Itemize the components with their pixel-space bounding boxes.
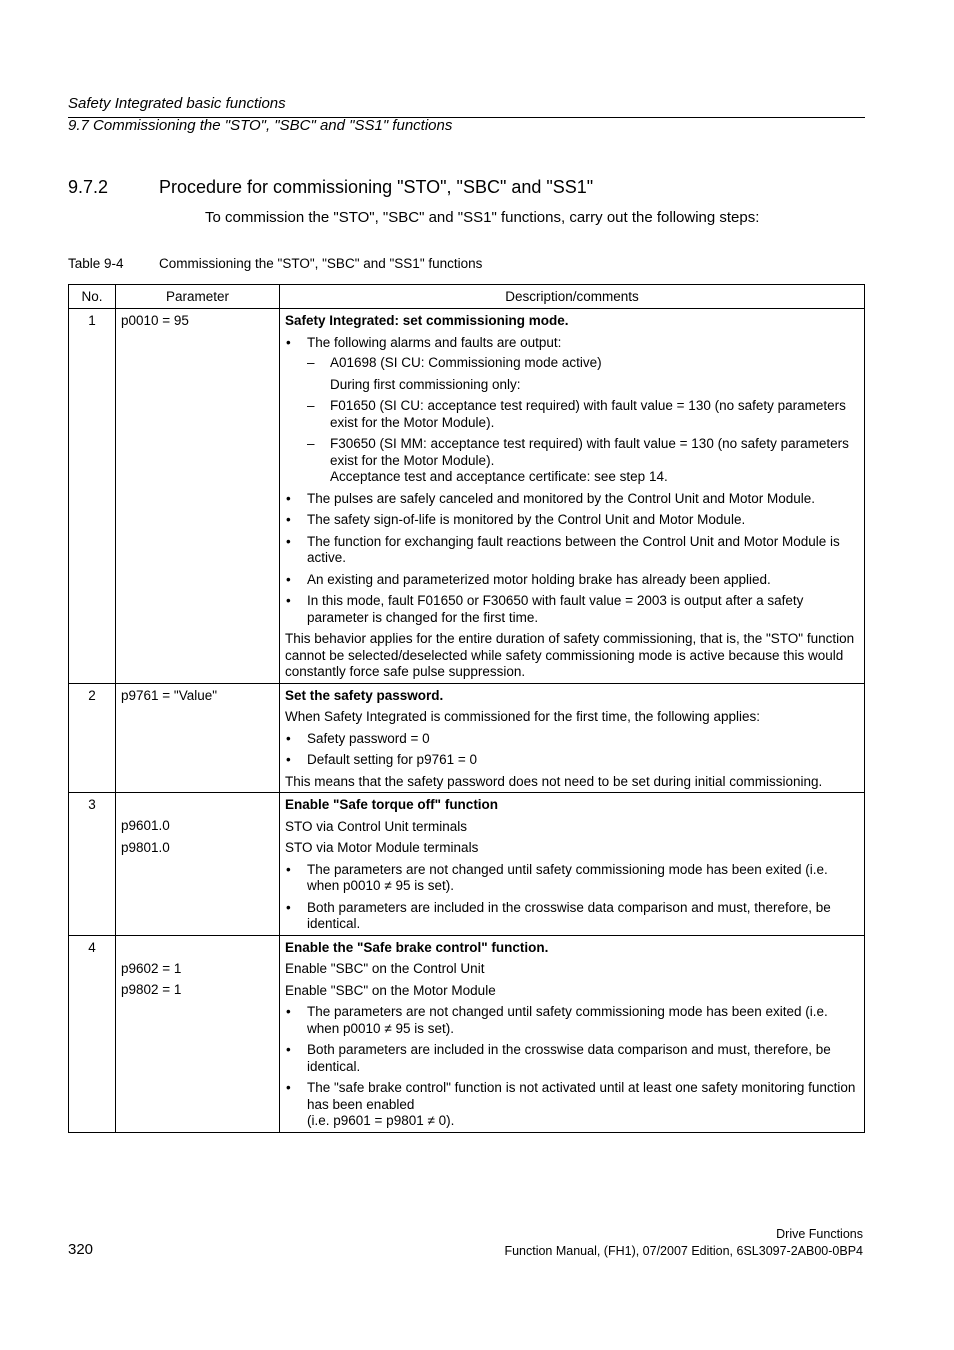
bullet-list xyxy=(285,862,859,933)
section-number: 9.7.2 xyxy=(68,177,109,197)
row-paragraph: STO via Motor Module terminals xyxy=(285,840,479,855)
list-item: • The parameters are not changed until safety commissioning mode has been exited (i.e. when p0010 ≠ 95 is set). xyxy=(285,862,859,895)
parameter-value: p9801.0 xyxy=(121,839,170,855)
section-title: Procedure for commissioning "STO", "SBC" and "SS1" xyxy=(159,177,594,197)
table-caption-title: Commissioning the "STO", "SBC" and "SS1" functions xyxy=(159,256,483,271)
section-intro: To commission the "STO", "SBC" and "SS1" functions, carry out the following steps: xyxy=(205,209,760,226)
row-parameter xyxy=(116,935,280,1132)
row-parameter xyxy=(116,793,280,936)
header-parameter: Parameter xyxy=(116,285,280,309)
row-title: Set the safety password. xyxy=(285,687,444,703)
list-item: • In this mode, fault F01650 or F30650 with fault value = 2003 is output after a safety parameter is changed for the first time. xyxy=(285,593,859,626)
table-row xyxy=(69,793,865,936)
list-item: – F01650 (SI CU: acceptance test required) with fault value = 130 (no safety parameters exist for the Motor Module). xyxy=(307,398,859,431)
list-item: • The function for exchanging fault reactions between the Control Unit and Motor Module is active. xyxy=(285,534,859,567)
header-description: Description/comments xyxy=(280,285,865,309)
row-number: 4 xyxy=(69,935,116,1132)
commissioning-table xyxy=(68,284,865,1133)
row-paragraph: When Safety Integrated is commissioned for the first time, the following applies: xyxy=(285,709,760,724)
header-no: No. xyxy=(69,285,116,309)
table-row xyxy=(69,935,865,1132)
list-note: Acceptance test and acceptance certificate: see step 14. xyxy=(330,469,668,484)
row-title: Enable "Safe torque off" function xyxy=(285,797,499,812)
running-header-chapter: Safety Integrated basic functions xyxy=(68,95,286,112)
table-row xyxy=(69,309,865,684)
dash-list xyxy=(307,355,859,486)
bullet-list xyxy=(285,731,859,769)
row-description xyxy=(280,935,865,1132)
row-closing-text: This means that the safety password does not need to be set during initial commissioning. xyxy=(285,773,823,789)
list-item: • Both parameters are included in the crosswise data comparison and must, therefore, be identical. xyxy=(285,900,859,933)
list-item: • The "safe brake control" function is not activated until at least one safety monitoring function has been enabled (i.e. p9601 = p9801 ≠ 0). xyxy=(285,1080,859,1130)
table-row xyxy=(69,683,865,793)
row-number: 3 xyxy=(69,793,116,936)
parameter-value: p9602 = 1 xyxy=(121,960,182,976)
row-description xyxy=(280,683,865,793)
list-item: • Both parameters are included in the crosswise data comparison and must, therefore, be identical. xyxy=(285,1042,859,1075)
running-header-section: 9.7 Commissioning the "STO", "SBC" and "SS1" functions xyxy=(68,117,453,134)
list-item: • Safety password = 0 xyxy=(285,731,859,748)
row-title: Enable the "Safe brake control" function. xyxy=(285,939,549,955)
list-note: (i.e. p9601 = p9801 ≠ 0). xyxy=(307,1113,455,1128)
table-caption-number: Table 9-4 xyxy=(68,256,124,271)
row-paragraph: Enable "SBC" on the Control Unit xyxy=(285,961,485,976)
row-paragraph: Enable "SBC" on the Motor Module xyxy=(285,982,496,998)
list-item: • Default setting for p9761 = 0 xyxy=(285,752,859,769)
list-item: • The parameters are not changed until safety commissioning mode has been exited (i.e. when p0010 ≠ 95 is set). xyxy=(285,1004,859,1037)
row-number: 2 xyxy=(69,683,116,793)
parameter-value: p9601.0 xyxy=(121,818,170,833)
bullet-list xyxy=(285,335,859,627)
list-item: – A01698 (SI CU: Commissioning mode active) xyxy=(307,355,859,372)
page-number: 320 xyxy=(68,1241,94,1258)
list-item: • The pulses are safely canceled and monitored by the Control Unit and Motor Module. xyxy=(285,491,859,508)
row-parameter: p0010 = 95 xyxy=(116,309,280,684)
list-item: – F30650 (SI MM: acceptance test required) with fault value = 130 (no safety parameters exist for the Motor Module). Acceptance test and acceptance certificate: see step 14. xyxy=(307,436,859,486)
row-number: 1 xyxy=(69,309,116,684)
table-header-row xyxy=(69,285,865,309)
list-item: • The following alarms and faults are output: – A01698 (SI CU: Commissioning mode active) During first commissioning only: – F01650 (SI CU: acceptance test required) with fault value = 130 (no safety parameters exist for the Motor Module). – F30650 (SI MM: acceptance test required) with fault value = 130 (no safety parameters exist for the Motor Module). Acceptance test and acceptance certificate: see step 14. xyxy=(285,335,859,486)
bullet-list xyxy=(285,1004,859,1130)
list-item: • The safety sign-of-life is monitored by the Control Unit and Motor Module. xyxy=(285,512,859,529)
row-parameter: p9761 = "Value" xyxy=(116,683,280,793)
row-closing-text: This behavior applies for the entire duration of safety commissioning, that is, the "STO" function cannot be selected/deselected while safety commissioning mode is active because this would constantly force safe pulse suppression. xyxy=(285,631,855,679)
row-paragraph: STO via Control Unit terminals xyxy=(285,818,468,834)
list-note: During first commissioning only: xyxy=(330,376,521,392)
row-description xyxy=(280,793,865,936)
footer-doc-info: Function Manual, (FH1), 07/2007 Edition, 6SL3097-2AB00-0BP4 xyxy=(504,1244,863,1258)
list-item: • An existing and parameterized motor holding brake has already been applied. xyxy=(285,572,859,589)
footer-doc-title: Drive Functions xyxy=(776,1227,863,1241)
parameter-value: p9802 = 1 xyxy=(121,982,182,997)
row-title: Safety Integrated: set commissioning mode. xyxy=(285,313,569,328)
row-description xyxy=(280,309,865,684)
